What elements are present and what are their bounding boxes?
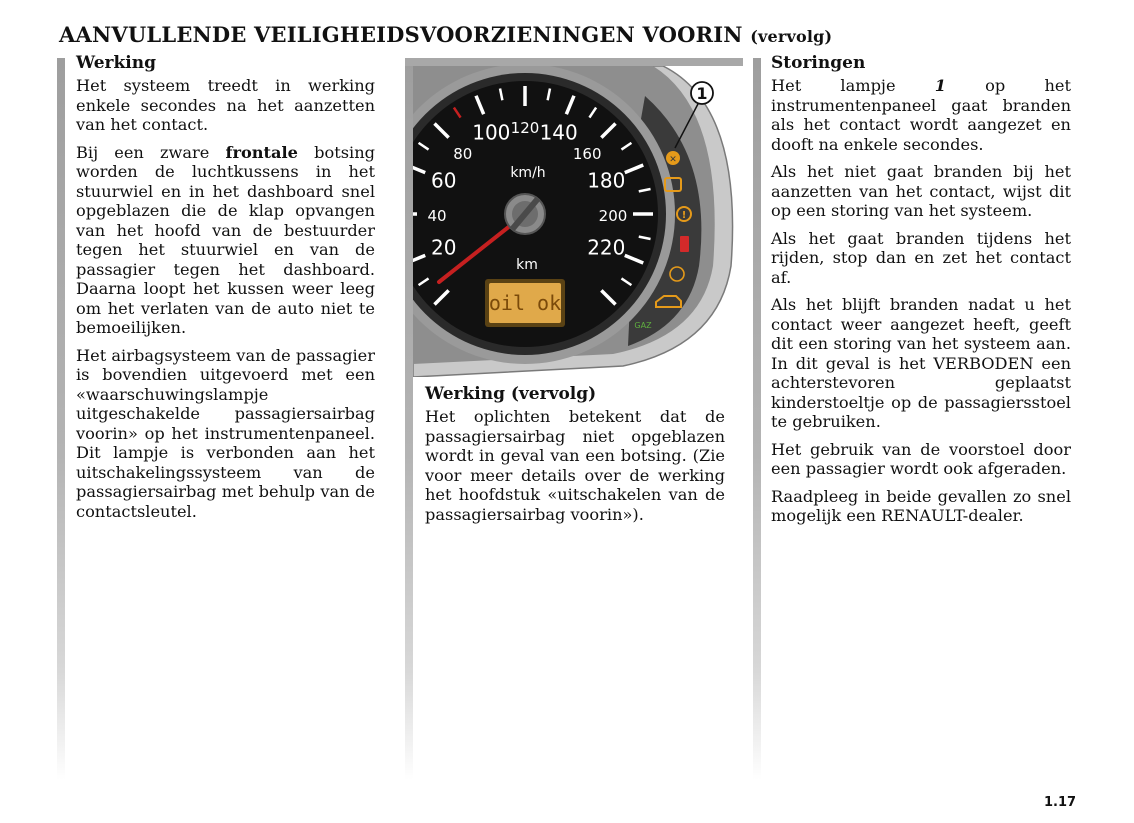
- left-paragraph-2: Bij een zware frontale botsing worden de luchtkussens in het stuurwiel en in het dashboard snel opgeblazen die de klap opvangen van het hoofd van de bestuurder tegen het stuurwiel en van de passagier tegen het dashboard. Daarna loopt het kussen weer leeg om het verlaten van de auto niet te bemoeilijken.: [76, 142, 376, 337]
- battery-icon: [680, 236, 689, 252]
- right-paragraph-1: Het lampje 1 op het instrumentenpaneel gaat branden als het contact wordt aangezet en dooft na enkele secondes.: [771, 76, 1071, 154]
- callout-number: 1: [696, 84, 708, 103]
- title-main: AANVULLENDE VEILIGHEIDSVOORZIENINGEN VOORIN: [59, 22, 743, 47]
- speed-label-140: 140: [539, 120, 578, 145]
- speed-label-100: 100: [472, 120, 511, 145]
- image-top-bar: [405, 58, 743, 66]
- speed-label-80: 80: [453, 144, 473, 163]
- left-paragraph-1: Het systeem treedt in werking enkele secondes na het aanzetten van het contact.: [76, 76, 375, 134]
- speed-label-220: 220: [587, 235, 626, 260]
- svg-text:✕: ✕: [669, 155, 677, 165]
- right-paragraph-6: Raadpleeg in beide gevallen zo snel mogelijk een RENAULT-dealer.: [771, 486, 1071, 525]
- svg-text:!: !: [681, 210, 687, 221]
- right-heading: Storingen: [771, 53, 866, 73]
- display-text: oil ok: [488, 291, 562, 315]
- lamp-number: 1: [934, 76, 946, 95]
- page-number: 1.17: [1044, 795, 1077, 810]
- right-column-bar: [753, 58, 761, 780]
- right-paragraph-3: Als het gaat branden tijdens het rijden, stop dan en zet het contact af.: [771, 228, 1071, 287]
- speed-label-180: 180: [587, 168, 626, 193]
- speed-label-200: 200: [598, 207, 628, 225]
- middle-column-bar: [405, 58, 413, 780]
- left-column-bar: [57, 58, 65, 780]
- instrument-panel-illustration: [413, 66, 743, 377]
- right-paragraph-2: Als het niet gaat branden bij het aanzetten van het contact, wijst dit op een storing van het systeem.: [771, 162, 1071, 220]
- speed-label-60: 60: [430, 168, 457, 193]
- left-column: [76, 53, 375, 529]
- unit-kmh: km/h: [510, 165, 546, 181]
- speed-label-20: 20: [430, 235, 457, 260]
- speed-label-160: 160: [572, 144, 602, 163]
- left-paragraph-3: Het airbagsysteem van de passagier is bovendien uitgevoerd met een «waarschuwingslampje uitgeschakelde passagiersairbag voorin» op het instrumentenpaneel. Dit lampje is verbonden aan het uitschakelingssysteem van de passagiersairbag met behulp van de contactsleutel.: [76, 345, 375, 521]
- middle-heading: Werking (vervolg): [425, 384, 597, 404]
- left-heading: Werking: [76, 53, 156, 73]
- right-paragraph-5: Het gebruik van de voorstoel door een passagier wordt ook afgeraden.: [771, 439, 1071, 478]
- right-paragraph-4: Als het blijft branden nadat u het contact weer aangezet heeft, geeft dit een storing van het systeem aan. In dit geval is het VERBODEN een achterstevoren geplaatst kinderstoeltje op de passagiersstoel te gebruiken.: [771, 295, 1071, 431]
- speed-label-40: 40: [427, 207, 447, 225]
- title-suffix: (vervolg): [750, 27, 833, 46]
- middle-paragraph-1: Het oplichten betekent dat de passagiersairbag niet opgeblazen wordt in geval van een botsing. (Zie voor meer details over de werking het hoofdstuk «uitschakelen van de passagiersairbag voorin»).: [425, 407, 725, 524]
- page-title: [59, 22, 832, 47]
- speed-label-120: 120: [510, 119, 540, 137]
- emphasis-frontale: frontale: [225, 142, 298, 162]
- middle-column: [425, 384, 725, 532]
- gaz-indicator: GAZ: [634, 321, 652, 330]
- unit-km: km: [516, 257, 538, 273]
- right-column: [771, 53, 1071, 534]
